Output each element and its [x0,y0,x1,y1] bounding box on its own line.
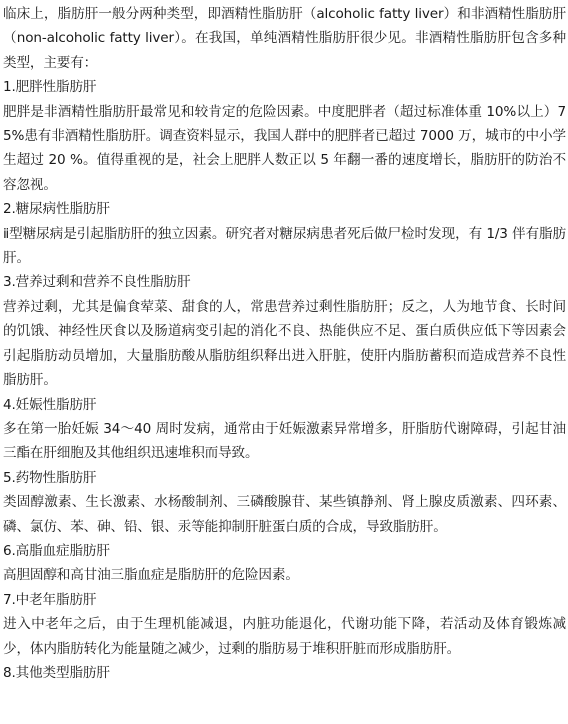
section-body-obesity: 肥胖是非酒精性脂肪肝最常见和较肯定的危险因素。中度肥胖者（超过标准体重 10%以上）75%患有非酒精性脂肪肝。调查资料显示，我国人群中的肥胖者已超过 7000 万，城市的中小学生超过 20 %。值得重视的是，社会上肥胖人数正以 5 年翻一番的速度增长，脂肪肝的防治不容忽视。 [3,103,566,193]
section-heading-elderly: 7.中老年脂肪肝 [3,591,97,608]
article-body [3,2,566,685]
section-heading-other: 8.其他类型脂肪肝 [3,664,110,681]
section-body-drug: 类固醇激素、生长激素、水杨酸制剂、三磷酸腺苷、某些镇静剂、肾上腺皮质激素、四环素、磷、氯仿、苯、砷、铅、银、汞等能抑制肝脏蛋白质的合成，导致脂肪肝。 [3,494,566,535]
section-heading-nutrition: 3.营养过剩和营养不良性脂肪肝 [3,274,191,291]
section-heading-obesity: 1.肥胖性脂肪肝 [3,79,97,96]
intro-paragraph: 临床上，脂肪肝一般分两种类型，即酒精性脂肪肝（alcoholic fatty liver）和非酒精性脂肪肝（non-alcoholic fatty liver）。在我国，单纯酒精性脂肪肝很少见。非酒精性脂肪肝包含多种类型，主要有： [3,6,566,71]
section-heading-drug: 5.药物性脂肪肝 [3,469,97,486]
section-body-diabetes: ⅱ型糖尿病是引起脂肪肝的独立因素。研究者对糖尿病患者死后做尸检时发现，有 1/3 伴有脂肪肝。 [3,225,566,267]
section-body-elderly: 进入中老年之后，由于生理机能减退，内脏功能退化，代谢功能下降，若活动及体育锻炼减少，体内脂肪转化为能量随之减少，过剩的脂肪易于堆积肝脏而形成脂肪肝。 [3,616,566,657]
section-body-pregnancy: 多在第一胎妊娠 34～40 周时发病，通常由于妊娠激素异常增多，肝脂肪代谢障碍，引起甘油三酯在肝细胞及其他组织迅速堆积而导致。 [3,420,566,462]
section-body-hyperlipidemia: 高胆固醇和高甘油三脂血症是脂肪肝的危险因素。 [3,567,299,584]
section-body-nutrition: 营养过剩，尤其是偏食荤菜、甜食的人，常患营养过剩性脂肪肝；反之，人为地节食、长时间的饥饿、神经性厌食以及肠道病变引起的消化不良、热能供应不足、蛋白质供应低下等因素会引起脂肪动员增加，大量脂肪酸从脂肪组织释出进入肝脏，使肝内脂肪蓄积而造成营养不良性脂肪肝。 [3,298,566,389]
section-heading-hyperlipidemia: 6.高脂血症脂肪肝 [3,542,110,559]
section-heading-pregnancy: 4.妊娠性脂肪肝 [3,396,97,413]
section-heading-diabetes: 2.糖尿病性脂肪肝 [3,201,110,218]
